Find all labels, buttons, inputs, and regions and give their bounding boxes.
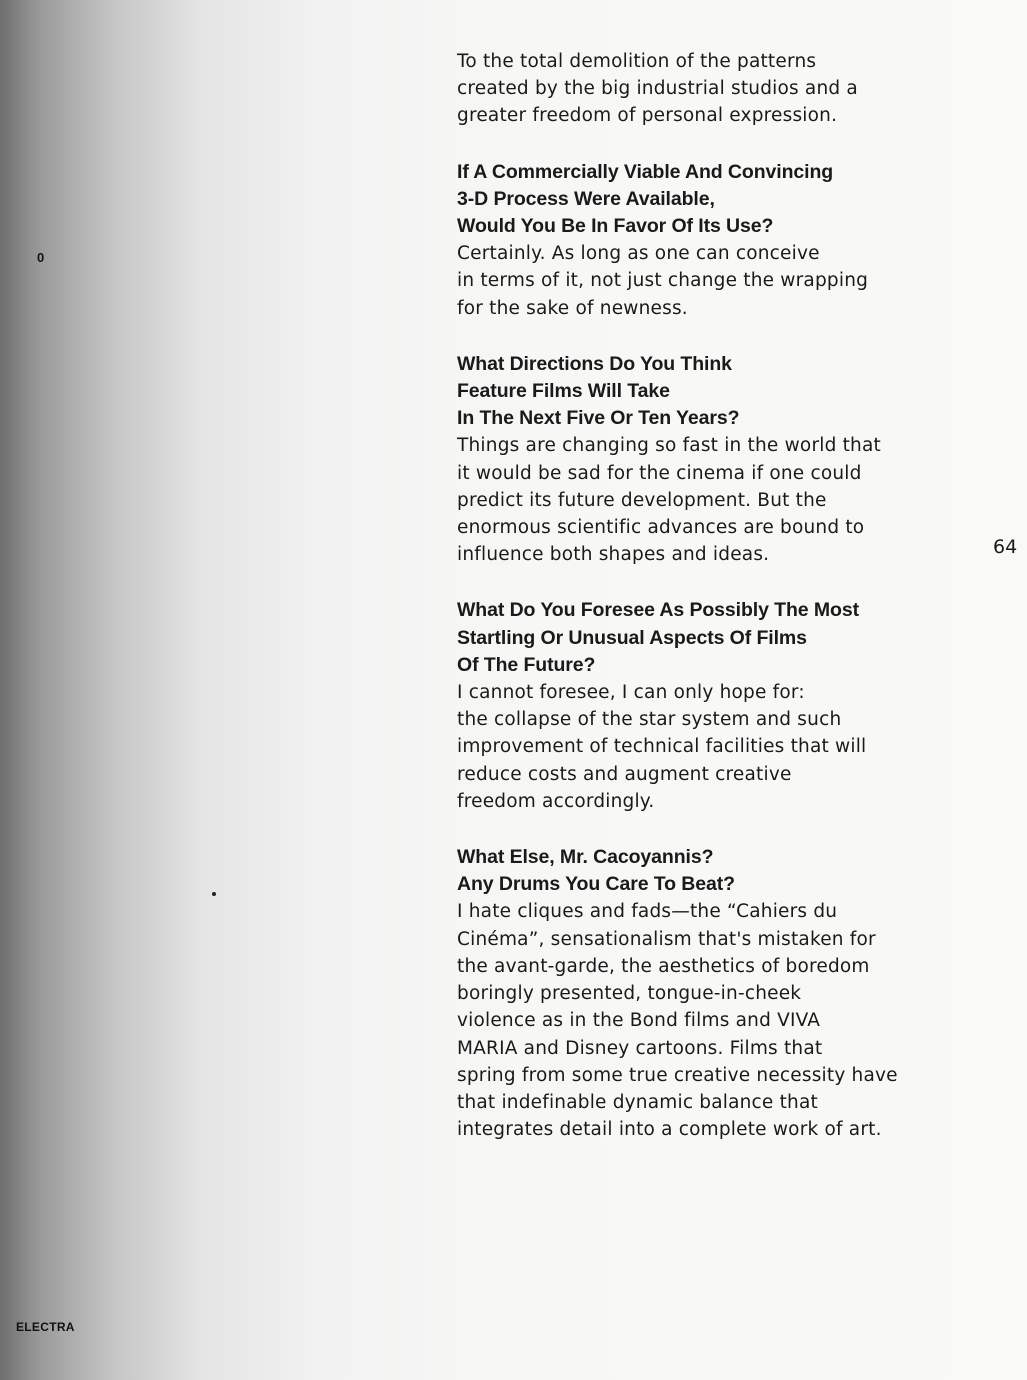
qa-section-directions [457,351,907,569]
answer-paragraph: Certainly. As long as one can conceive in terms of it, not just change the wrapping for the sake of newness. [457,243,869,319]
footer-imprint: ELECTRA [16,1320,75,1334]
answer-paragraph: I cannot foresee, I can only hope for: the collapse of the star system and such improvement of technical facilities that will reduce costs and augment creative freedom accordingly. [457,682,867,812]
qa-section-drums [457,844,907,1143]
intro-paragraph: To the total demolition of the patterns created by the big industrial studios and a greater freedom of personal expression. [457,51,858,127]
question-heading: What Directions Do You Think Feature Films Will Take In The Next Five Or Ten Years? [457,352,740,430]
answer-paragraph: Things are changing so fast in the world that it would be sad for the cinema if one could predict its future development. But the enormous scientific advances are bound to influence both shapes and ideas. [457,435,881,566]
qa-section-3d [457,159,907,322]
question-heading: What Do You Foresee As Possibly The Most Startling Or Unusual Aspects Of Films Of The Future? [457,599,859,676]
question-heading: If A Commercially Viable And Convincing 3-D Process Were Available, Would You Be In Favor Of Its Use? [457,160,834,238]
page-number: 64 [993,536,1018,558]
margin-mark: 0 [37,250,45,265]
stray-dot [212,892,216,896]
qa-section-future [457,597,907,815]
answer-paragraph: I hate cliques and fads—the “Cahiers du Cinéma”, sensationalism that's mistaken for the avant-garde, the aesthetics of boredom boringly presented, tongue-in-cheek violence as in the Bond films and VIVA MARIA and Disney cartoons. Films that spring from some true creative necessity have that indefinable dynamic balance that integrates detail into a complete work of art. [457,901,898,1141]
question-heading: What Else, Mr. Cacoyannis? Any Drums You Care To Beat? [457,846,735,896]
body-text-column [457,48,907,1143]
